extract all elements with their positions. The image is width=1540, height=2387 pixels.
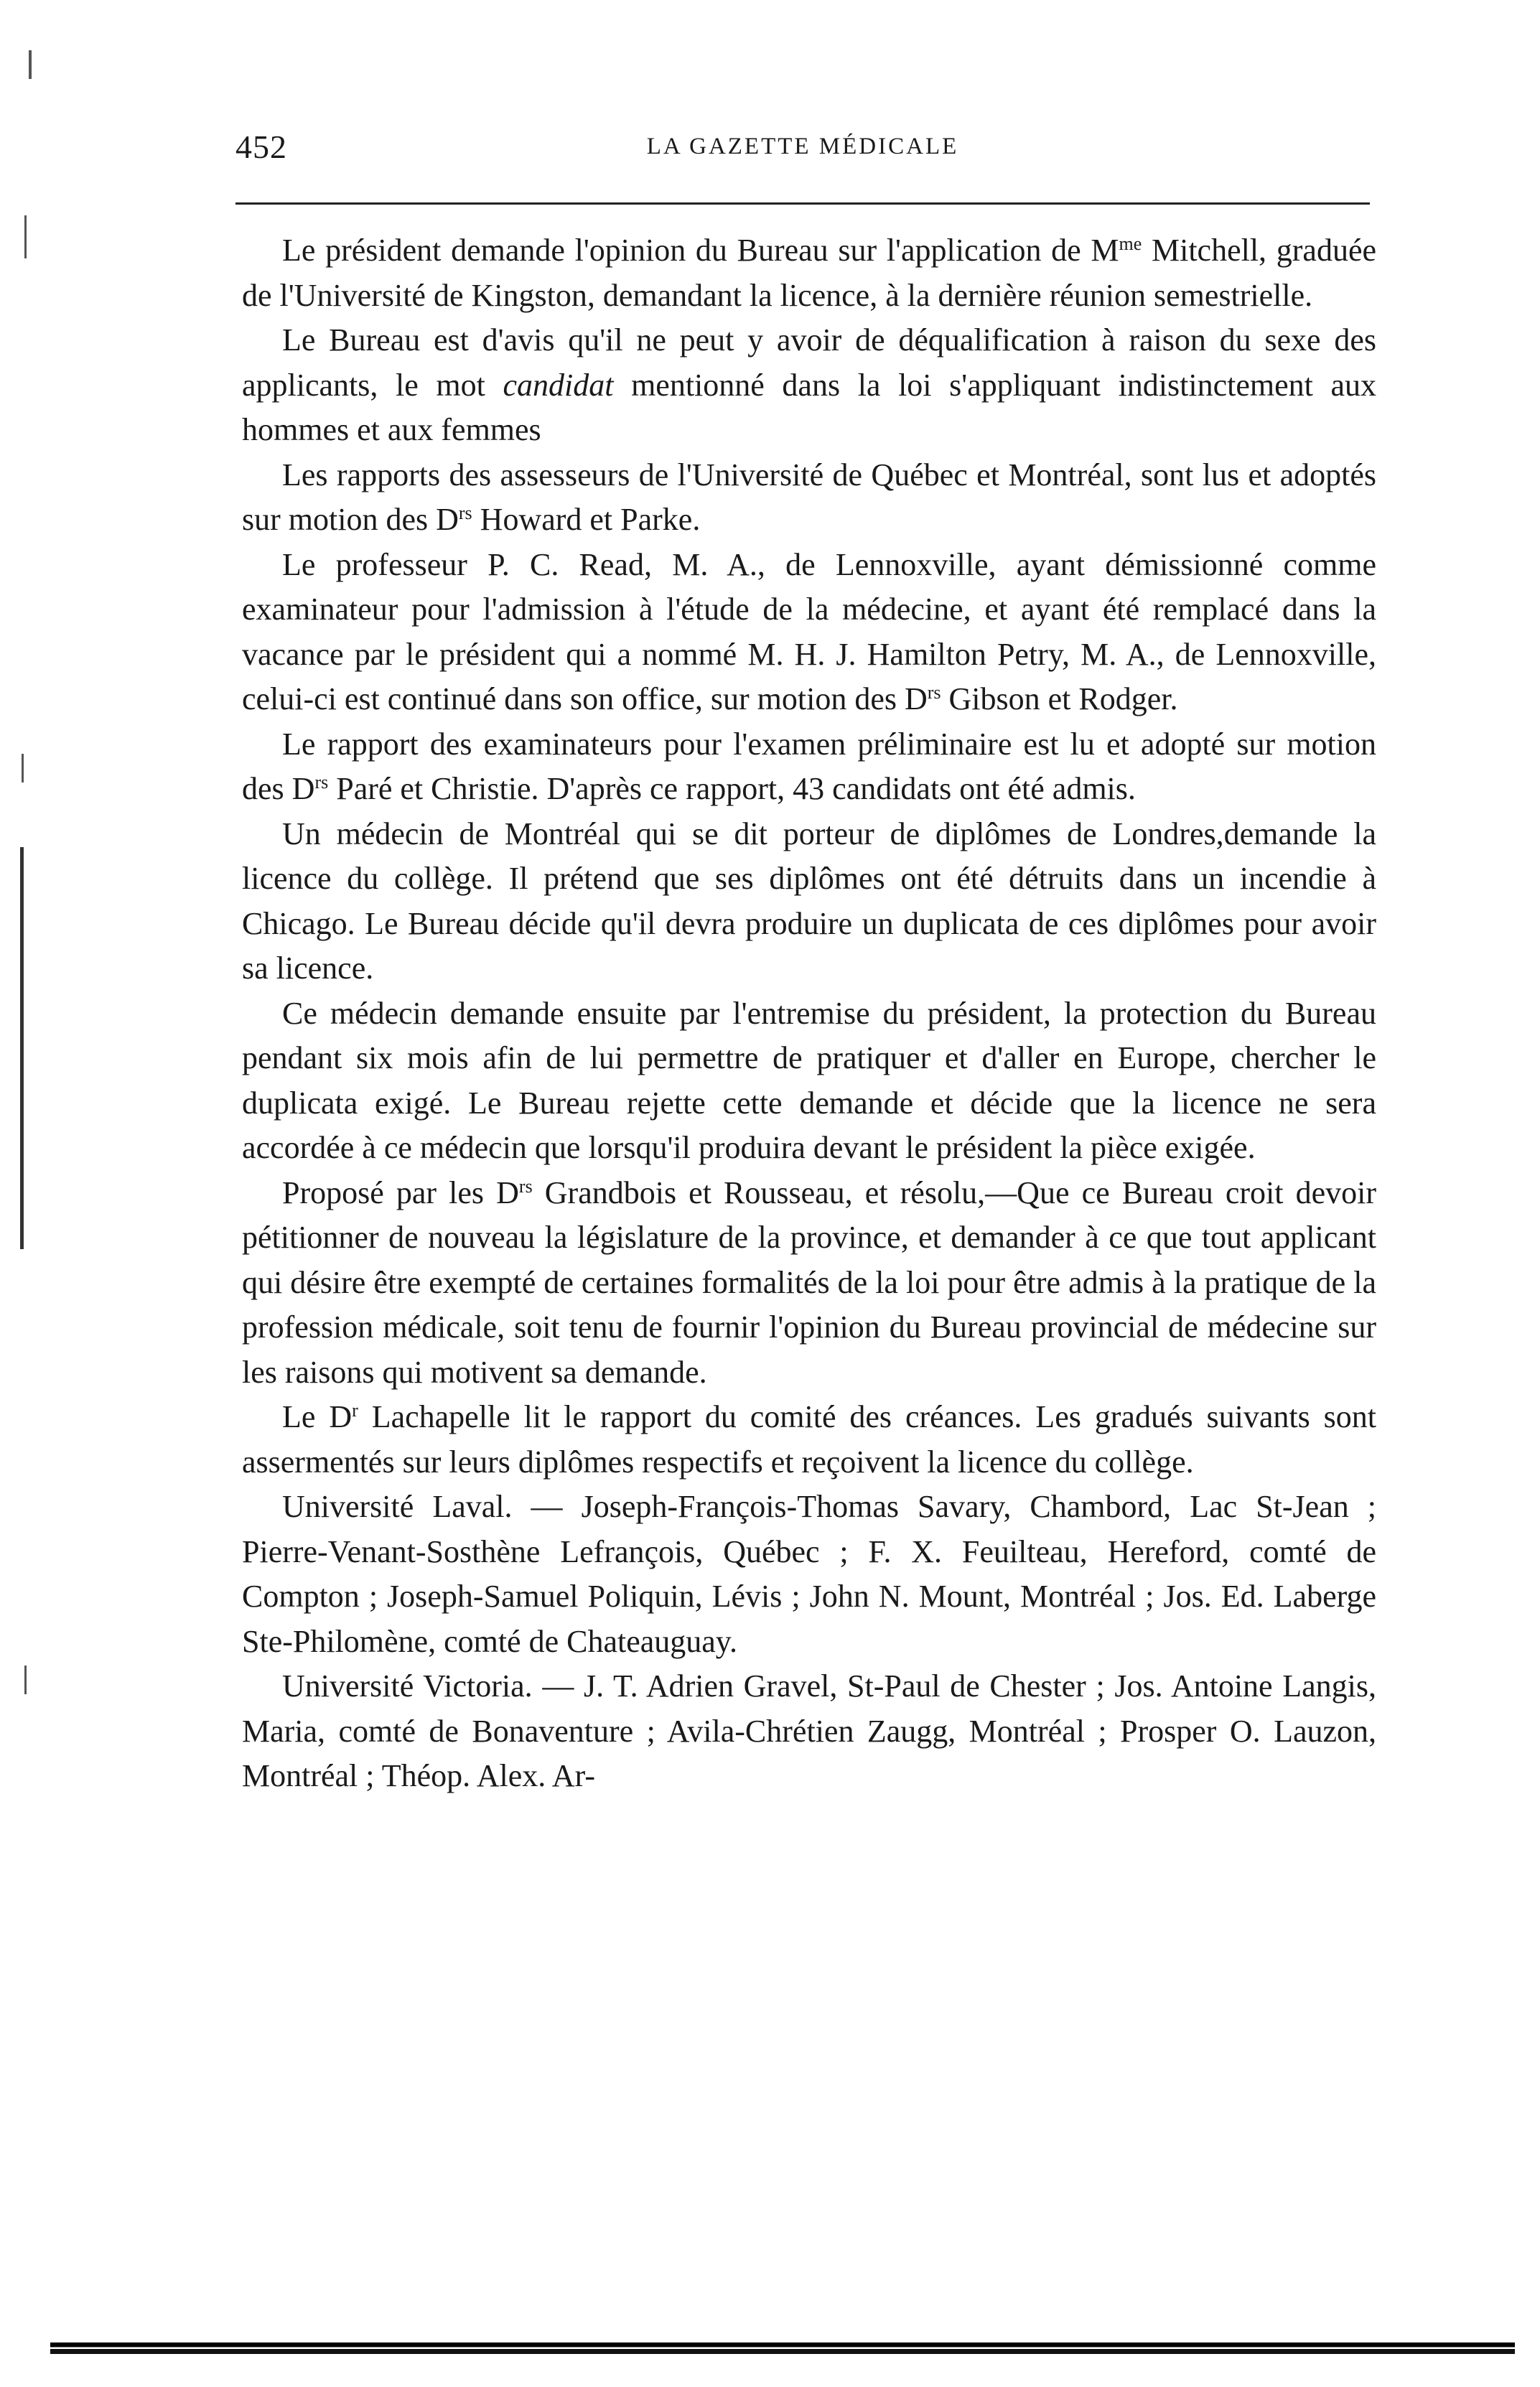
scan-mark <box>20 847 24 1249</box>
paragraph: Les rapports des assesseurs de l'Université de Québec et Montréal, sont lus et adoptés sur motion des $D^{rs}$ Howard et Parke. <box>242 457 1376 537</box>
paragraph: Le président demande l'opinion du Bureau sur l'application de $M^{me}$ Mitchell, graduée de l'Université de Kingston, demandant la licence, à la dernière réunion semestrielle. <box>242 233 1376 313</box>
paragraph: Le rapport des examinateurs pour l'examen préliminaire est lu et adopté sur motion des $D^{rs}$ Paré et Christie. D'après ce rapport, 43 candidats ont été admis. <box>242 726 1376 806</box>
paragraph: Université Victoria. — J. T. Adrien Gravel, St-Paul de Chester ; Jos. Antoine Langis, Maria, comté de Bonaventure ; Avila-Chrétien Zaugg, Montréal ; Prosper O. Lauzon, Montréal ; Théop. Alex. Ar- <box>242 1668 1376 1793</box>
running-title: LA GAZETTE MÉDICALE <box>646 134 959 159</box>
scan-mark <box>29 50 32 79</box>
scan-mark <box>22 754 24 783</box>
body-text <box>242 228 1376 1799</box>
bottom-scan-edge <box>50 2342 1515 2354</box>
page-number: 452 <box>235 129 287 165</box>
paragraph: Université Laval. — Joseph-François-Thomas Savary, Chambord, Lac St-Jean ; Pierre-Venant-Sosthène Lefrançois, Québec ; F. X. Feuilteau, Hereford, comté de Compton ; Joseph-Samuel Poliquin, Lévis ; John N. Mount, Montréal ; Jos. Ed. Laberge Ste-Philomène, comté de Chateauguay. <box>242 1489 1376 1659</box>
paragraph: Proposé par les $D^{rs}$ Grandbois et Rousseau, et résolu,—Que ce Bureau croit devoir pétitionner de nouveau la législature de la province, et demander à ce que tout applicant qui désire être exempté de certaines formalités de la loi pour être admis à la pratique de la profession médicale, soit tenu de fournir l'opinion du Bureau provincial de médecine sur les raisons qui motivent sa demande. <box>242 1174 1377 1390</box>
scan-mark <box>24 1666 27 1694</box>
italic-word: candidat <box>503 367 614 403</box>
page-header <box>235 128 1370 171</box>
paragraph: Le $D^r$ Lachapelle lit le rapport du comité des créances. Les gradués suivants sont assermentés sur leurs diplômes respectifs et reçoivent la licence du collège. <box>242 1399 1377 1480</box>
paragraph: Le Bureau est d'avis qu'il ne peut y avoir de déqualification à raison du sexe des applicants, le mot candidat mentionné dans la loi s'appliquant indistinctement aux hommes et aux femmes <box>242 322 1377 447</box>
paragraph: Le professeur P. C. Read, M. A., de Lennoxville, ayant démissionné comme examinateur pour l'admission à l'étude de la médecine, et ayant été remplacé dans la vacance par le président qui a nommé M. H. J. Hamilton Petry, M. A., de Lennoxville, celui-ci est continué dans son office, sur motion des $D^{rs}$ Gibson et Rodger. <box>242 546 1376 716</box>
paragraph: Ce médecin demande ensuite par l'entremise du président, la protection du Bureau pendant six mois afin de lui permettre de pratiquer et d'aller en Europe, chercher le duplicata exigé. Le Bureau rejette cette demande et décide que la licence ne sera accordée à ce médecin que lorsqu'il produira devant le président la pièce exigée. <box>242 995 1376 1165</box>
scan-mark <box>24 215 27 258</box>
paragraph: Un médecin de Montréal qui se dit porteur de diplômes de Londres,demande la licence du collège. Il prétend que ses diplômes ont été détruits dans un incendie à Chicago. Le Bureau décide qu'il devra produire un duplicata de ces diplômes pour avoir sa licence. <box>242 816 1376 986</box>
left-margin-scan-marks <box>0 0 57 2387</box>
header-rule <box>235 202 1370 205</box>
